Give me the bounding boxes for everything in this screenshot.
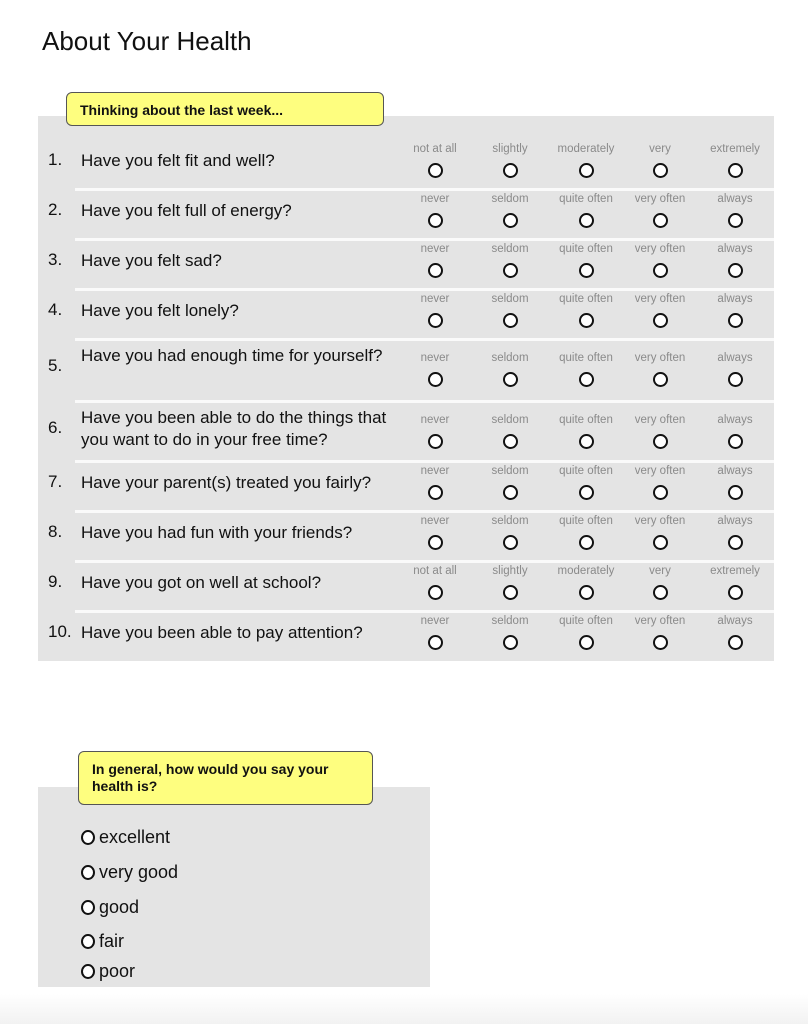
option-label: never	[420, 414, 450, 426]
radio-button-icon[interactable]	[503, 485, 518, 500]
answer-option[interactable]	[548, 564, 624, 605]
answer-option[interactable]	[472, 413, 548, 454]
answer-option[interactable]	[397, 142, 473, 183]
answer-option[interactable]	[397, 514, 473, 555]
option-label: very often	[634, 352, 686, 364]
radio-button-icon[interactable]	[579, 163, 594, 178]
radio-button-icon[interactable]	[503, 163, 518, 178]
radio-button-icon[interactable]	[81, 900, 95, 915]
option-label: quite often	[559, 293, 613, 305]
answer-option[interactable]	[548, 614, 624, 655]
general-health-option[interactable]	[81, 862, 178, 883]
option-label: very good	[99, 862, 179, 882]
option-label: seldom	[491, 414, 529, 426]
option-label: never	[420, 243, 450, 255]
answer-option[interactable]	[622, 413, 698, 454]
option-label: very often	[634, 293, 686, 305]
question-text: Have you had enough time for yourself?	[81, 346, 383, 365]
answer-option[interactable]	[397, 564, 473, 605]
option-label: slightly	[492, 143, 528, 155]
answer-option[interactable]	[397, 464, 473, 505]
question-text: Have you felt fit and well?	[81, 151, 275, 170]
radio-button-icon[interactable]	[653, 372, 668, 387]
answer-option[interactable]	[697, 413, 773, 454]
option-label: very often	[634, 243, 686, 255]
radio-button-icon[interactable]	[81, 964, 95, 979]
option-label: extremely	[710, 565, 760, 577]
option-label: extremely	[710, 143, 760, 155]
answer-option[interactable]	[472, 514, 548, 555]
radio-button-icon[interactable]	[503, 535, 518, 550]
general-health-panel	[38, 787, 430, 987]
radio-button-icon[interactable]	[728, 372, 743, 387]
radio-button-icon[interactable]	[503, 635, 518, 650]
radio-button-icon[interactable]	[428, 635, 443, 650]
question-row	[38, 289, 774, 339]
answer-option[interactable]	[622, 351, 698, 392]
question-number: 6.	[48, 418, 63, 437]
option-label: always	[717, 243, 753, 255]
general-health-option[interactable]	[81, 897, 139, 918]
radio-button-icon[interactable]	[579, 434, 594, 449]
option-label: seldom	[491, 615, 529, 627]
radio-button-icon[interactable]	[579, 635, 594, 650]
radio-button-icon[interactable]	[579, 313, 594, 328]
option-label: always	[717, 615, 753, 627]
answer-option[interactable]	[622, 192, 698, 233]
answer-option[interactable]	[472, 614, 548, 655]
radio-button-icon[interactable]	[503, 434, 518, 449]
answer-option[interactable]	[397, 292, 473, 333]
option-label: never	[420, 352, 450, 364]
radio-button-icon[interactable]	[653, 263, 668, 278]
general-health-option[interactable]	[81, 961, 135, 982]
option-label: very often	[634, 193, 686, 205]
option-label: moderately	[557, 565, 615, 577]
question-number: 2.	[48, 200, 63, 219]
answer-option[interactable]	[548, 192, 624, 233]
answer-option[interactable]	[697, 351, 773, 392]
question-row	[38, 401, 774, 461]
option-label: quite often	[559, 414, 613, 426]
question-number: 7.	[48, 472, 63, 491]
questions-panel	[38, 116, 774, 661]
radio-button-icon[interactable]	[653, 434, 668, 449]
radio-button-icon[interactable]	[653, 635, 668, 650]
question-number: 3.	[48, 250, 63, 269]
question-row	[38, 511, 774, 561]
option-label: very often	[634, 615, 686, 627]
radio-button-icon[interactable]	[728, 313, 743, 328]
option-label: always	[717, 465, 753, 477]
answer-option[interactable]	[697, 292, 773, 333]
radio-button-icon[interactable]	[428, 434, 443, 449]
answer-option[interactable]	[622, 564, 698, 605]
radio-button-icon[interactable]	[653, 485, 668, 500]
radio-button-icon[interactable]	[728, 434, 743, 449]
radio-button-icon[interactable]	[579, 263, 594, 278]
radio-button-icon[interactable]	[728, 213, 743, 228]
question-text: Have you felt sad?	[81, 251, 222, 270]
answer-option[interactable]	[397, 351, 473, 392]
question-row	[38, 461, 774, 511]
answer-option[interactable]	[548, 351, 624, 392]
radio-button-icon[interactable]	[81, 865, 95, 880]
answer-option[interactable]	[548, 464, 624, 505]
answer-option[interactable]	[548, 413, 624, 454]
answer-option[interactable]	[548, 514, 624, 555]
option-label: fair	[99, 931, 125, 951]
question-number: 1.	[48, 150, 63, 169]
answer-option[interactable]	[472, 464, 548, 505]
radio-button-icon[interactable]	[81, 934, 95, 949]
radio-button-icon[interactable]	[579, 585, 594, 600]
radio-button-icon[interactable]	[728, 263, 743, 278]
answer-option[interactable]	[397, 614, 473, 655]
radio-button-icon[interactable]	[81, 830, 95, 845]
answer-option[interactable]	[548, 142, 624, 183]
radio-button-icon[interactable]	[728, 585, 743, 600]
answer-option[interactable]	[622, 242, 698, 283]
answer-option[interactable]	[697, 514, 773, 555]
answer-option[interactable]	[622, 614, 698, 655]
radio-button-icon[interactable]	[428, 535, 443, 550]
radio-button-icon[interactable]	[428, 263, 443, 278]
page-title: About Your Health	[42, 26, 252, 56]
option-label: excellent	[99, 827, 171, 847]
radio-button-icon[interactable]	[653, 535, 668, 550]
radio-button-icon[interactable]	[728, 485, 743, 500]
option-label: always	[717, 193, 753, 205]
option-label: quite often	[559, 352, 613, 364]
radio-button-icon[interactable]	[428, 313, 443, 328]
question-text: Have you been able to do the things that you want to do in your free time?	[81, 408, 387, 449]
option-label: poor	[99, 961, 136, 981]
general-health-option[interactable]	[81, 827, 170, 848]
option-label: never	[420, 515, 450, 527]
answer-option[interactable]	[622, 292, 698, 333]
option-label: never	[420, 615, 450, 627]
radio-button-icon[interactable]	[653, 313, 668, 328]
option-label: seldom	[491, 293, 529, 305]
option-label: always	[717, 515, 753, 527]
question-number: 4.	[48, 300, 63, 319]
option-label: always	[717, 293, 753, 305]
option-label: quite often	[559, 515, 613, 527]
question-text: Have your parent(s) treated you fairly?	[81, 473, 372, 492]
option-label: never	[420, 465, 450, 477]
option-label: quite often	[559, 243, 613, 255]
answer-option[interactable]	[397, 242, 473, 283]
answer-option[interactable]	[397, 192, 473, 233]
option-label: always	[717, 414, 753, 426]
answer-option[interactable]	[697, 242, 773, 283]
answer-option[interactable]	[697, 564, 773, 605]
answer-option[interactable]	[472, 242, 548, 283]
section-callout-last-week: Thinking about the last week...	[66, 92, 384, 126]
radio-button-icon[interactable]	[579, 535, 594, 550]
option-label: not at all	[413, 143, 457, 155]
radio-button-icon[interactable]	[728, 535, 743, 550]
option-label: always	[717, 352, 753, 364]
radio-button-icon[interactable]	[503, 313, 518, 328]
option-label: slightly	[492, 565, 528, 577]
radio-button-icon[interactable]	[653, 213, 668, 228]
question-number: 9.	[48, 572, 63, 591]
answer-option[interactable]	[472, 142, 548, 183]
radio-button-icon[interactable]	[579, 372, 594, 387]
option-label: very often	[634, 515, 686, 527]
section-callout-general-health: In general, how would you say your health is?	[78, 751, 373, 805]
option-label: not at all	[413, 565, 457, 577]
answer-option[interactable]	[697, 464, 773, 505]
radio-button-icon[interactable]	[728, 635, 743, 650]
option-label: seldom	[491, 352, 529, 364]
question-row	[38, 339, 774, 401]
question-row	[38, 561, 774, 611]
radio-button-icon[interactable]	[428, 213, 443, 228]
radio-button-icon[interactable]	[503, 263, 518, 278]
answer-option[interactable]	[548, 292, 624, 333]
option-label: moderately	[557, 143, 615, 155]
answer-option[interactable]	[472, 351, 548, 392]
question-text: Have you felt lonely?	[81, 301, 239, 320]
answer-option[interactable]	[397, 413, 473, 454]
radio-button-icon[interactable]	[728, 163, 743, 178]
radio-button-icon[interactable]	[428, 163, 443, 178]
question-number: 10.	[48, 622, 72, 641]
option-label: good	[99, 897, 140, 917]
answer-option[interactable]	[622, 464, 698, 505]
option-label: quite often	[559, 615, 613, 627]
general-health-option[interactable]	[81, 931, 124, 952]
answer-option[interactable]	[697, 614, 773, 655]
option-label: never	[420, 293, 450, 305]
question-number: 5.	[48, 356, 63, 375]
option-label: never	[420, 193, 450, 205]
radio-button-icon[interactable]	[653, 163, 668, 178]
answer-option[interactable]	[697, 192, 773, 233]
question-text: Have you been able to pay attention?	[81, 623, 363, 642]
option-label: quite often	[559, 193, 613, 205]
question-row	[38, 239, 774, 289]
answer-option[interactable]	[548, 242, 624, 283]
question-text: Have you got on well at school?	[81, 573, 322, 592]
radio-button-icon[interactable]	[579, 213, 594, 228]
option-label: seldom	[491, 515, 529, 527]
answer-option[interactable]	[697, 142, 773, 183]
question-row	[38, 611, 774, 661]
option-label: very	[649, 143, 671, 155]
radio-button-icon[interactable]	[579, 485, 594, 500]
option-label: quite often	[559, 465, 613, 477]
question-text: Have you felt full of energy?	[81, 201, 292, 220]
question-row	[38, 139, 774, 189]
option-label: seldom	[491, 193, 529, 205]
radio-button-icon[interactable]	[503, 585, 518, 600]
option-label: seldom	[491, 243, 529, 255]
radio-button-icon[interactable]	[653, 585, 668, 600]
answer-option[interactable]	[622, 514, 698, 555]
option-label: very often	[634, 414, 686, 426]
option-label: very	[649, 565, 671, 577]
radio-button-icon[interactable]	[428, 585, 443, 600]
answer-option[interactable]	[472, 192, 548, 233]
answer-option[interactable]	[472, 564, 548, 605]
answer-option[interactable]	[622, 142, 698, 183]
option-label: very often	[634, 465, 686, 477]
question-number: 8.	[48, 522, 63, 541]
page-bottom-edge	[0, 994, 808, 1024]
question-text: Have you had fun with your friends?	[81, 523, 353, 542]
radio-button-icon[interactable]	[503, 213, 518, 228]
radio-button-icon[interactable]	[428, 372, 443, 387]
question-row	[38, 189, 774, 239]
radio-button-icon[interactable]	[503, 372, 518, 387]
answer-option[interactable]	[472, 292, 548, 333]
option-label: seldom	[491, 465, 529, 477]
radio-button-icon[interactable]	[428, 485, 443, 500]
